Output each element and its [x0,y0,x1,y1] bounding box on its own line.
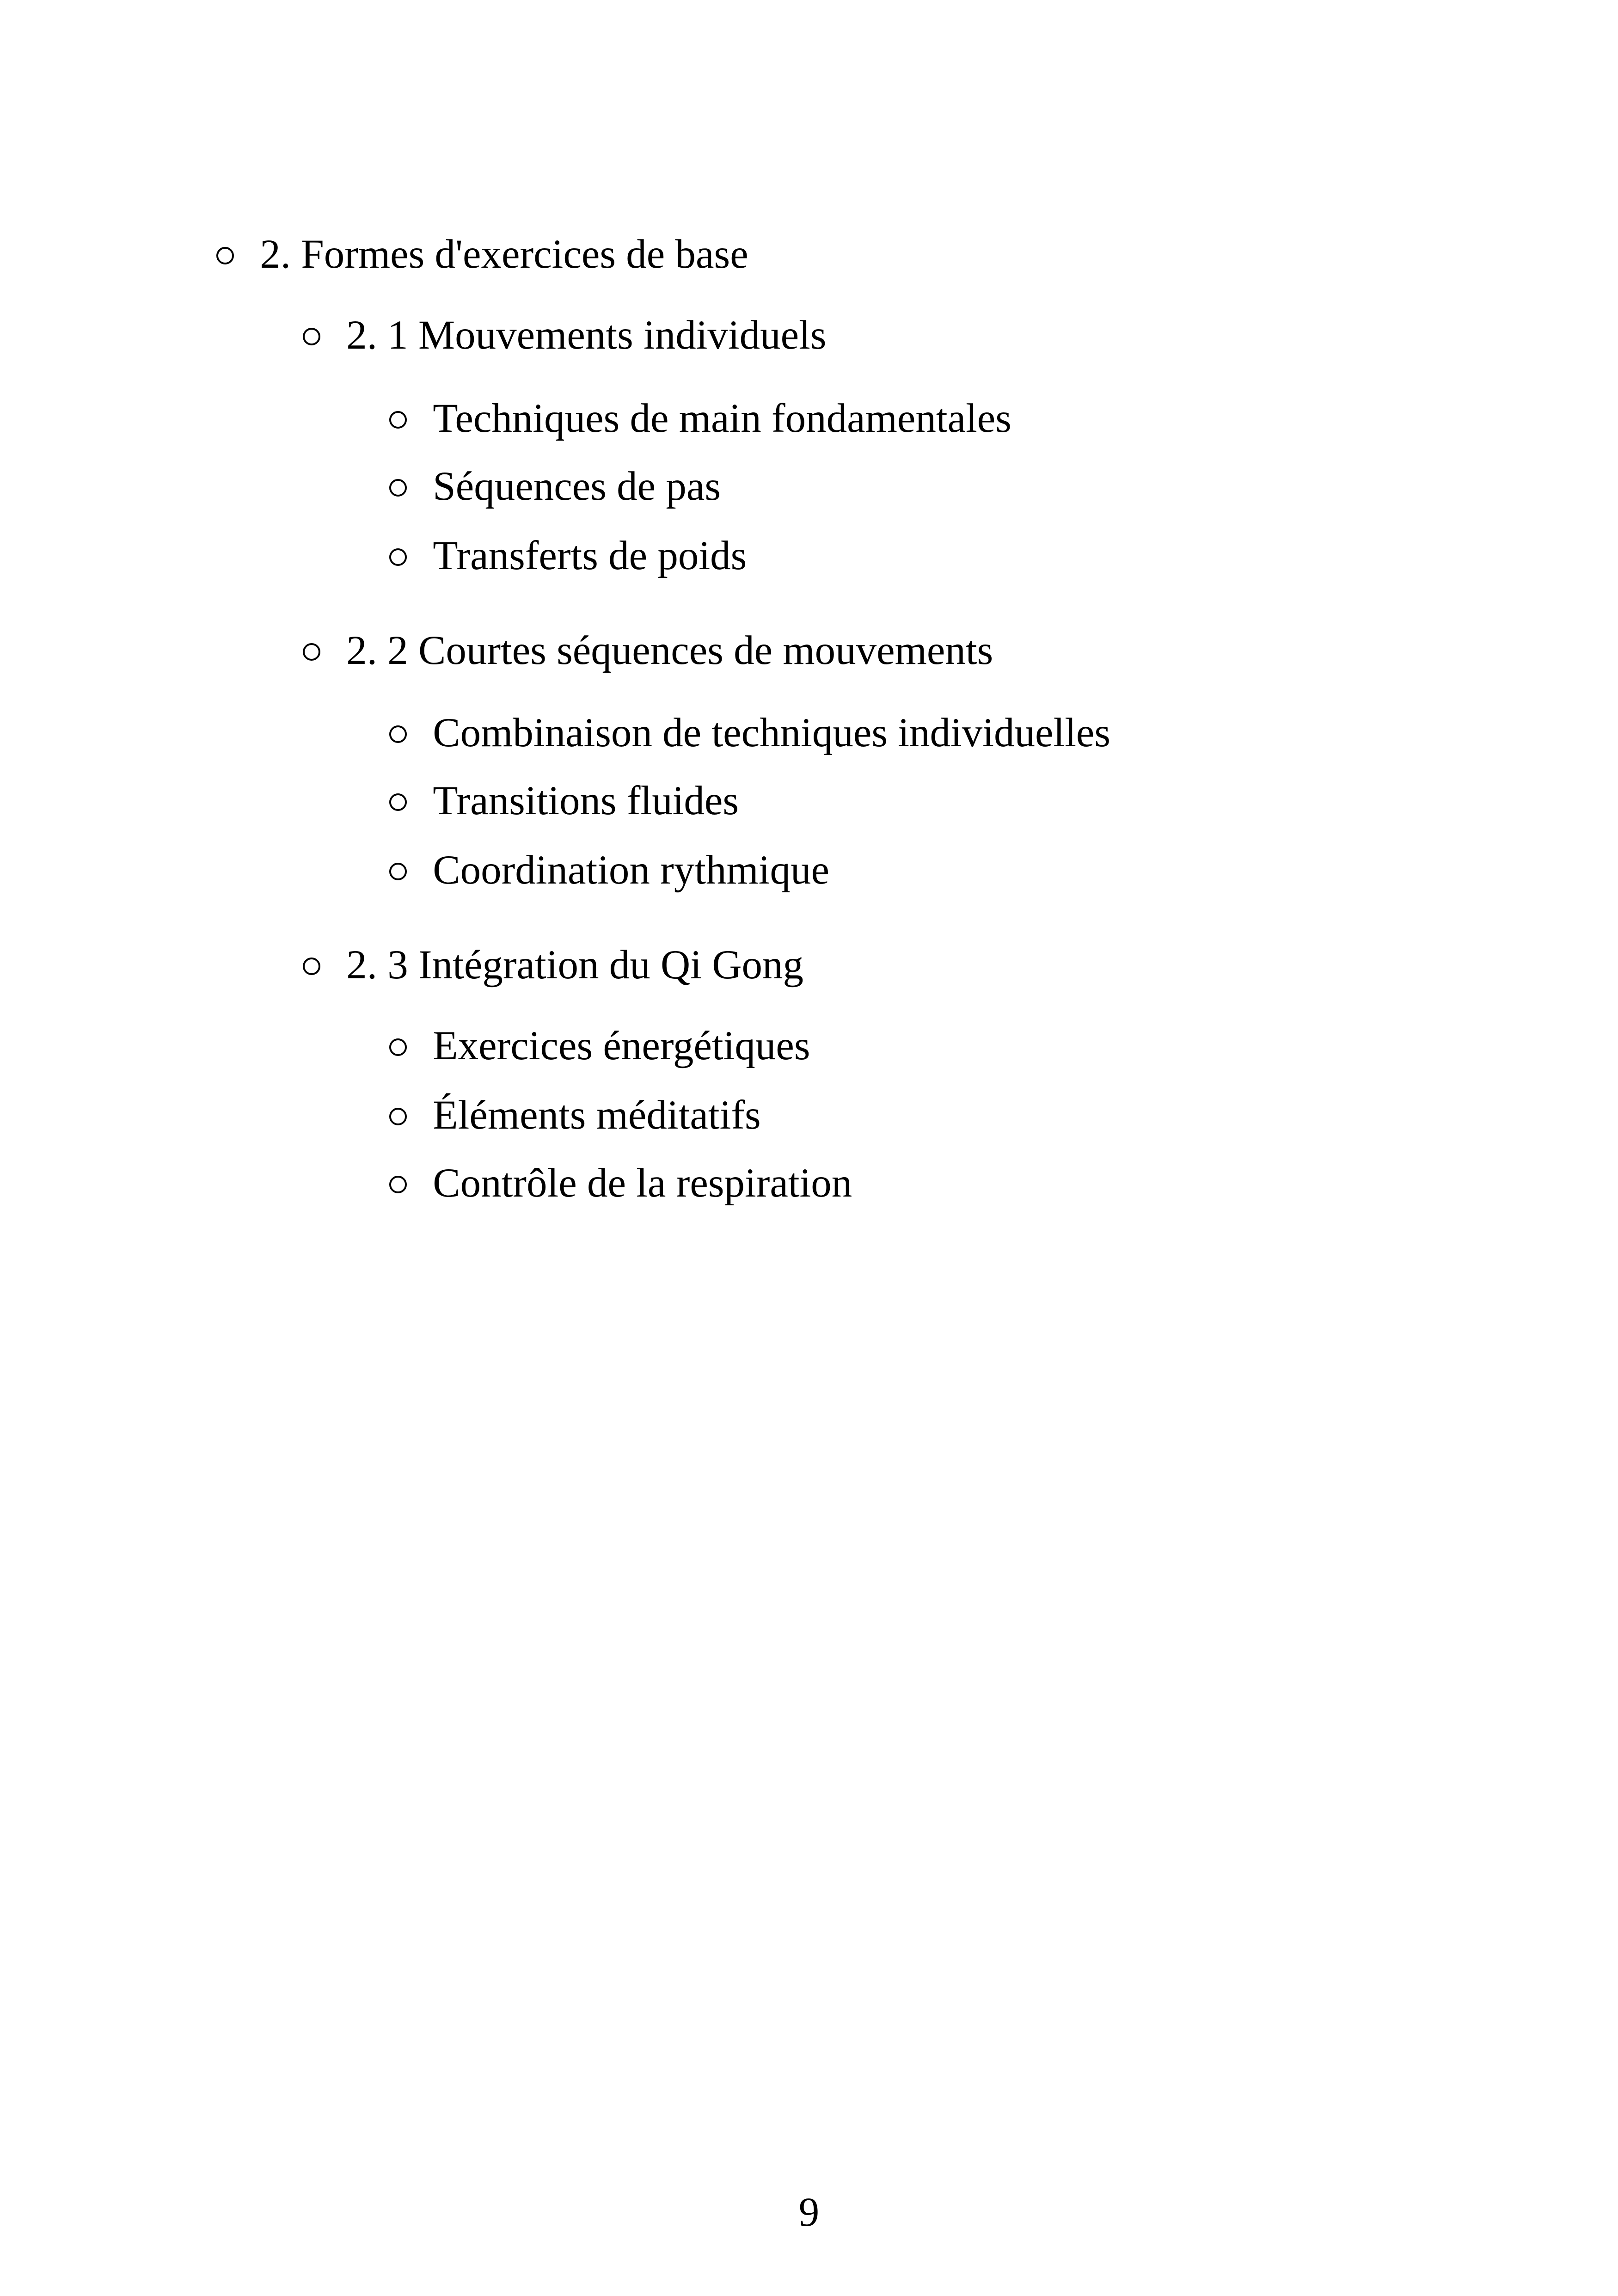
hollow-circle-bullet-icon [389,863,407,880]
subsection-heading-2-3 [303,942,803,988]
list-item [389,395,1011,442]
hollow-circle-bullet-icon [389,411,407,429]
list-item-label: Coordination rythmique [433,847,830,893]
hollow-circle-bullet-icon [389,1038,407,1056]
hollow-circle-bullet-icon [303,958,320,975]
list-item [389,463,721,510]
hollow-circle-bullet-icon [389,793,407,811]
list-item [389,1092,761,1138]
page-number: 9 [798,2190,820,2235]
subsection-heading-label: 2. 2 Courtes séquences de mouvements [346,628,993,673]
hollow-circle-bullet-icon [389,725,407,743]
list-item-label: Transitions fluides [433,778,739,823]
list-item [389,710,1110,756]
list-item-label: Éléments méditatifs [433,1093,761,1138]
section-heading-label: 2. Formes d'exercices de base [260,232,748,277]
subsection-heading-label: 2. 1 Mouvements individuels [346,313,827,358]
list-item [389,778,739,824]
list-item-label: Transferts de poids [433,533,747,578]
list-item [389,1160,852,1206]
hollow-circle-bullet-icon [303,643,320,661]
subsection-heading-2-1 [303,312,827,358]
subsection-heading-label: 2. 3 Intégration du Qi Gong [346,942,803,988]
list-item [389,1023,810,1069]
hollow-circle-bullet-icon [389,1108,407,1125]
hollow-circle-bullet-icon [216,247,234,264]
hollow-circle-bullet-icon [389,1176,407,1193]
list-item-label: Contrôle de la respiration [433,1160,852,1206]
list-item-label: Séquences de pas [433,464,721,509]
subsection-heading-2-2 [303,627,993,674]
section-heading [216,231,748,277]
hollow-circle-bullet-icon [303,328,320,345]
hollow-circle-bullet-icon [389,479,407,497]
hollow-circle-bullet-icon [389,548,407,566]
list-item-label: Exercices énergétiques [433,1023,810,1068]
list-item-label: Combinaison de techniques individuelles [433,710,1111,755]
list-item [389,533,747,579]
list-item-label: Techniques de main fondamentales [433,396,1011,441]
list-item [389,847,829,893]
